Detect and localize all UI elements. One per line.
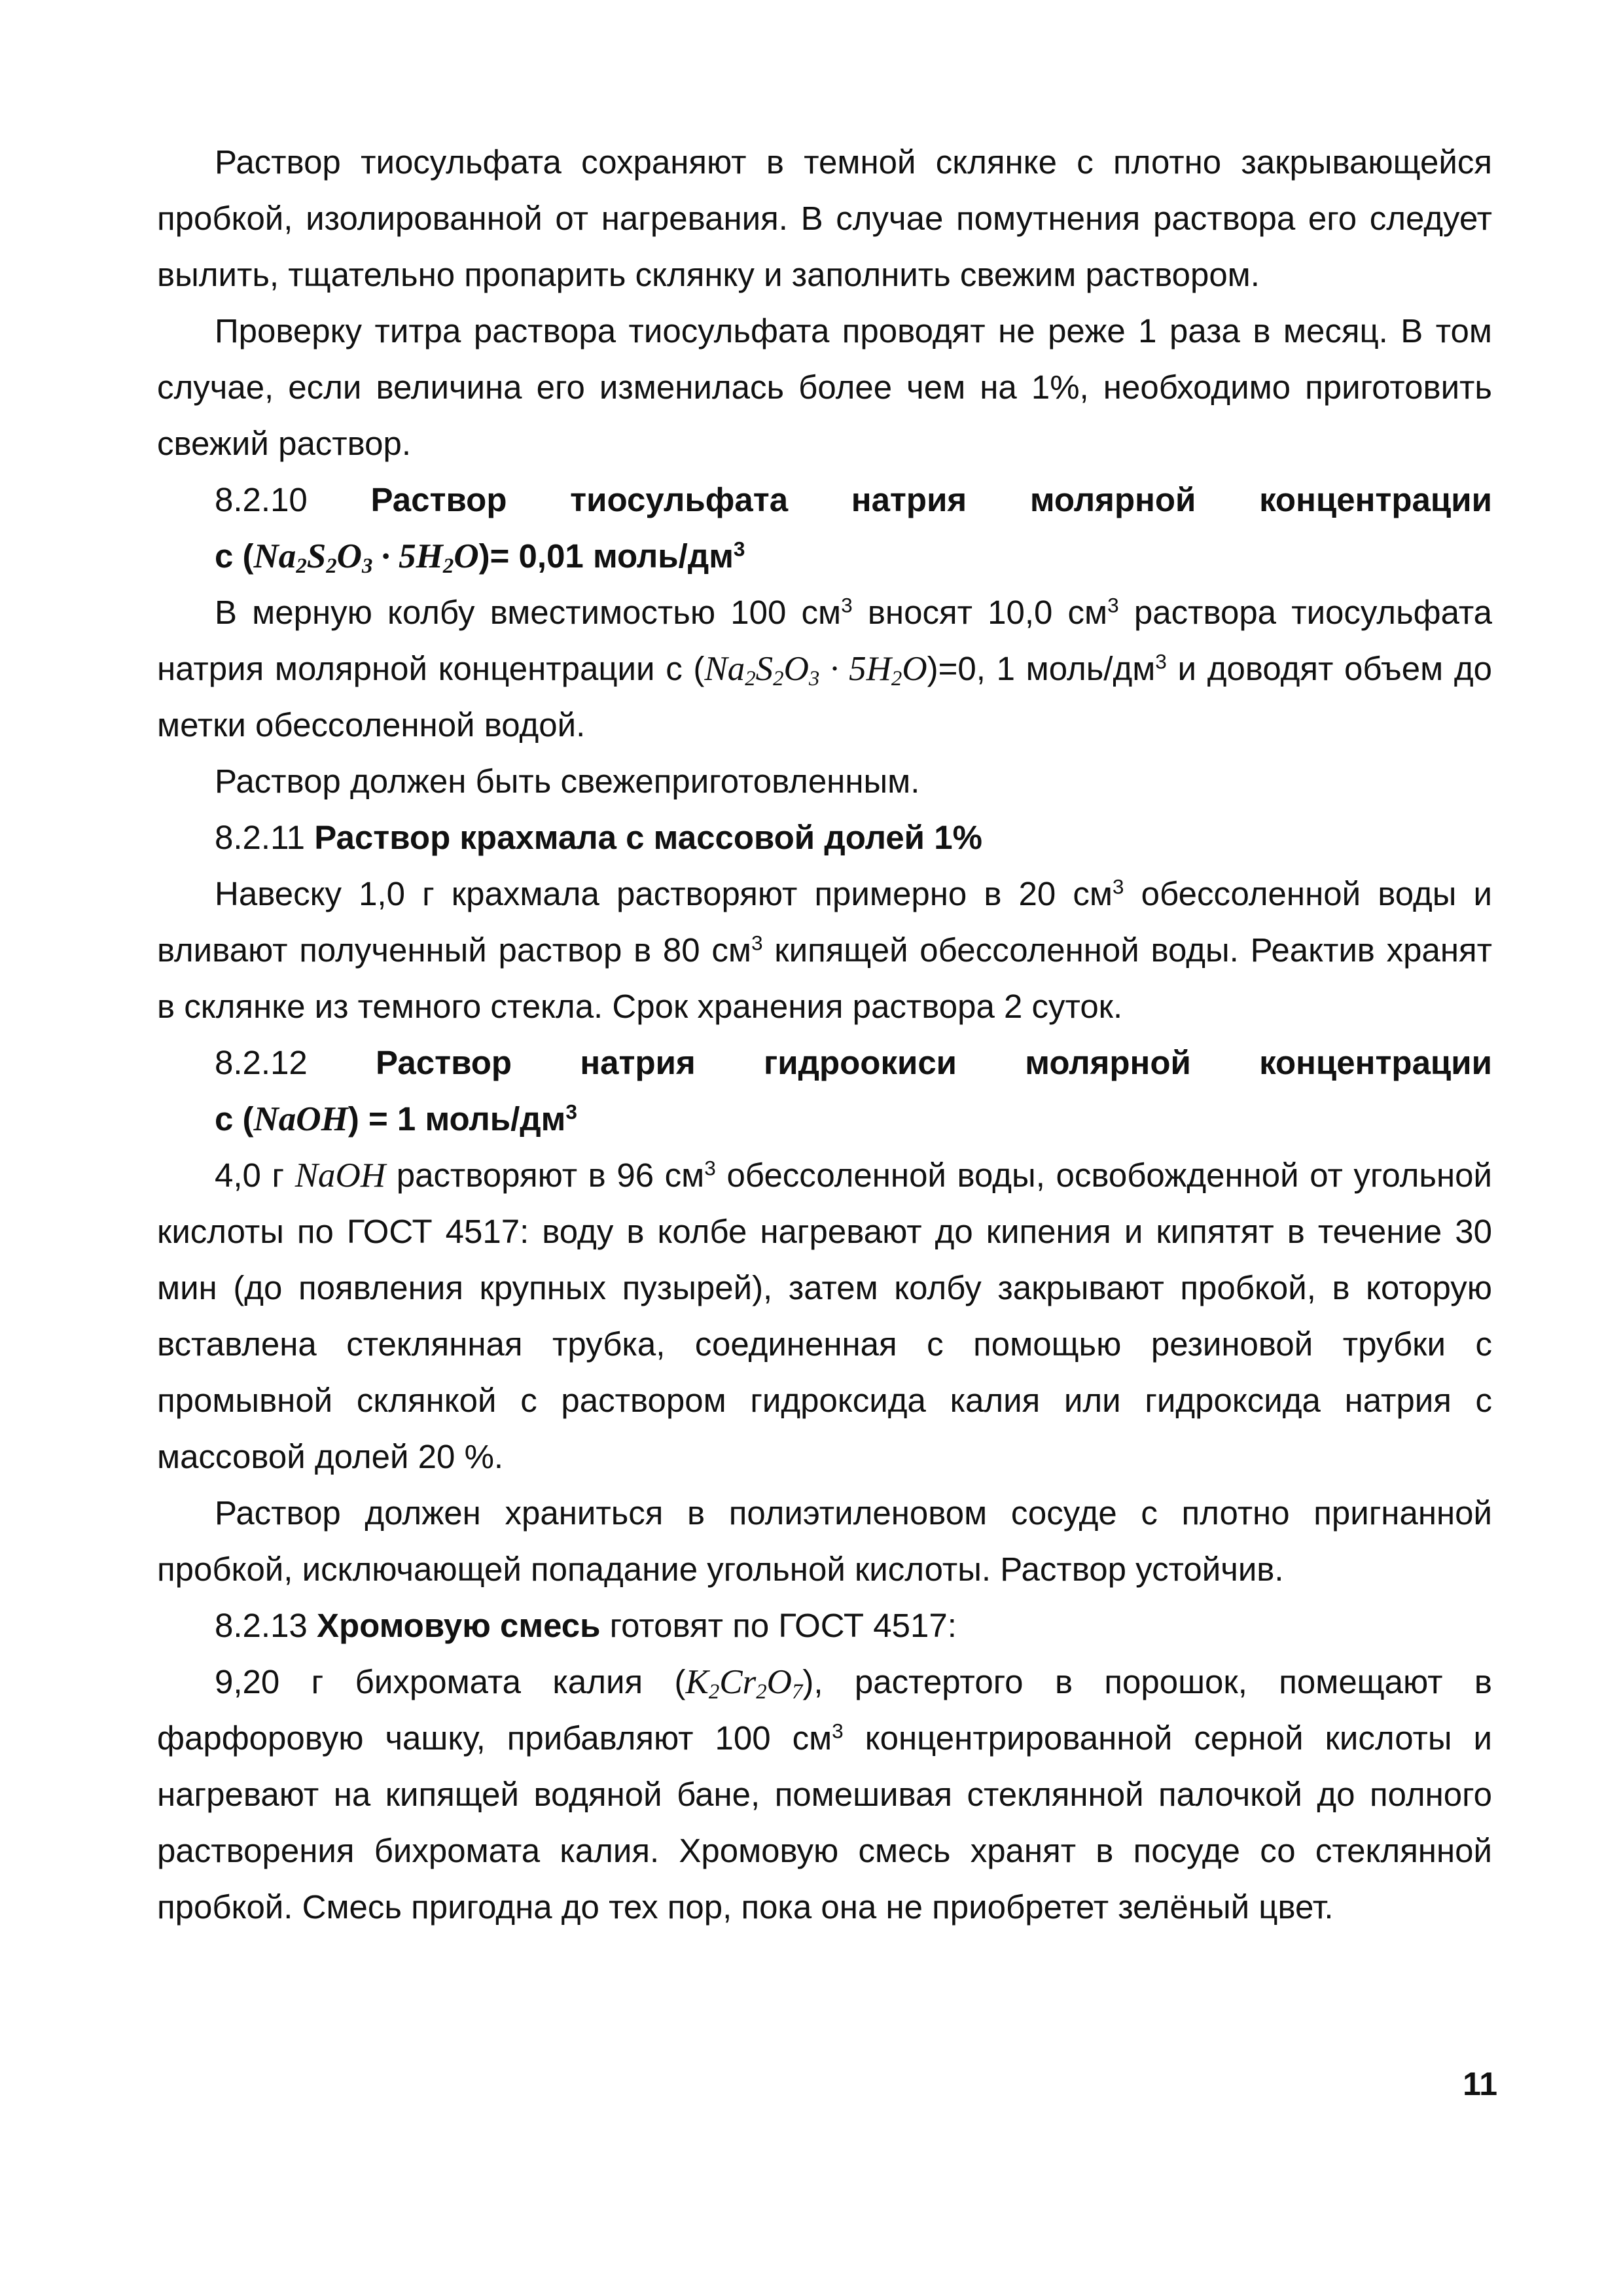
page-number: 11 (1463, 2066, 1497, 2102)
section-heading-8-2-10: 8.2.10 Раствор тиосульфата натрия молярной концентрации (157, 472, 1492, 528)
paragraph-8-2-12-body: 4,0 г NaOH растворяют в 96 $см^3$ обессоленной воды, освобожденной от угольной кислоты по ГОСТ 4517: воду в колбе нагревают до кипения и кипятят в течение 30 мин (до появления крупных пузырей), затем колбу закрывают пробкой, в которую вставлена стеклянная трубка, соединенная с помощью резиновой трубки с промывной склянкой с раствором гидроксида калия или гидроксида натрия с массовой долей 20 %. (157, 1156, 1492, 1475)
section-heading-8-2-12: 8.2.12 Раствор натрия гидроокиси молярной концентрации (157, 1035, 1492, 1091)
paragraph-8-2-11-body: Навеску 1,0 г крахмала растворяют примерно в 20 $см^3$ обессоленной воды и вливают полученный раствор в 80 $см^3$ кипящей обессоленной воды. Реактив хранят в склянке из темного стекла. Срок хранения раствора 2 суток. (157, 874, 1493, 1025)
formula-thiosulfate-inline: Na2S2O3 · 5H2O (704, 650, 927, 691)
formula-thiosulfate: Na2S2O3 · 5H2O (253, 537, 479, 579)
section-number: 8.2.10 (215, 481, 308, 518)
section-heading-8-2-12-formula: с (NaOH) = 1 моль/$дм^3$ (215, 1100, 578, 1138)
paragraph-8-2-10-note: Раствор должен быть свежеприготовленным. (215, 762, 920, 800)
paragraph-8-2-10-body: В мерную колбу вместимостью 100 $см^3$ вносят 10,0 $см^3$ раствора тиосульфата натрия молярной концентрации с (Na2S2O3 · 5H2O)=0, 1 моль/$дм^3$ и доводят объем до метки обессоленной водой. (157, 593, 1492, 744)
section-number: 8.2.12 (215, 1044, 308, 1081)
section-heading-8-2-11: 8.2.11 Раствор крахмала с массовой долей 1% (215, 819, 982, 856)
formula-dichromate: K2Cr2O7 (685, 1663, 803, 1704)
paragraph-titre-check: Проверку титра раствора тиосульфата проводят не реже 1 раза в месяц. В том случае, если величина его изменилась более чем на 1%, необходимо приготовить свежий раствор. (157, 312, 1492, 462)
paragraph-8-2-12-storage: Раствор должен храниться в полиэтиленовом сосуде с плотно пригнанной пробкой, исключающей попадание угольной кислоты. Раствор устойчив. (157, 1494, 1492, 1588)
paragraph-storage: Раствор тиосульфата сохраняют в темной склянке с плотно закрывающейся пробкой, изолированной от нагревания. В случае помутнения раствора его следует вылить, тщательно пропарить склянку и заполнить свежим раствором. (157, 143, 1492, 293)
section-heading-8-2-10-formula: с (Na2S2O3 · 5H2O)= 0,01 моль/$дм^3$ (215, 537, 745, 579)
formula-naoh: NaOH (253, 1100, 348, 1138)
page-content (157, 134, 1492, 1935)
paragraph-8-2-13-body: 9,20 г бихромата калия (K2Cr2O7), растертого в порошок, помещают в фарфоровую чашку, прибавляют 100 $см^3$ концентрированной серной кислоты и нагревают на кипящей водяной бане, помешивая стеклянной палочкой до полного растворения бихромата калия. Хромовую смесь хранят в посуде со стеклянной пробкой. Смесь пригодна до тех пор, пока она не приобретет зелёный цвет. (157, 1663, 1492, 1926)
section-heading-8-2-13: 8.2.13 Хромовую смесь готовят по ГОСТ 4517: (215, 1607, 957, 1644)
